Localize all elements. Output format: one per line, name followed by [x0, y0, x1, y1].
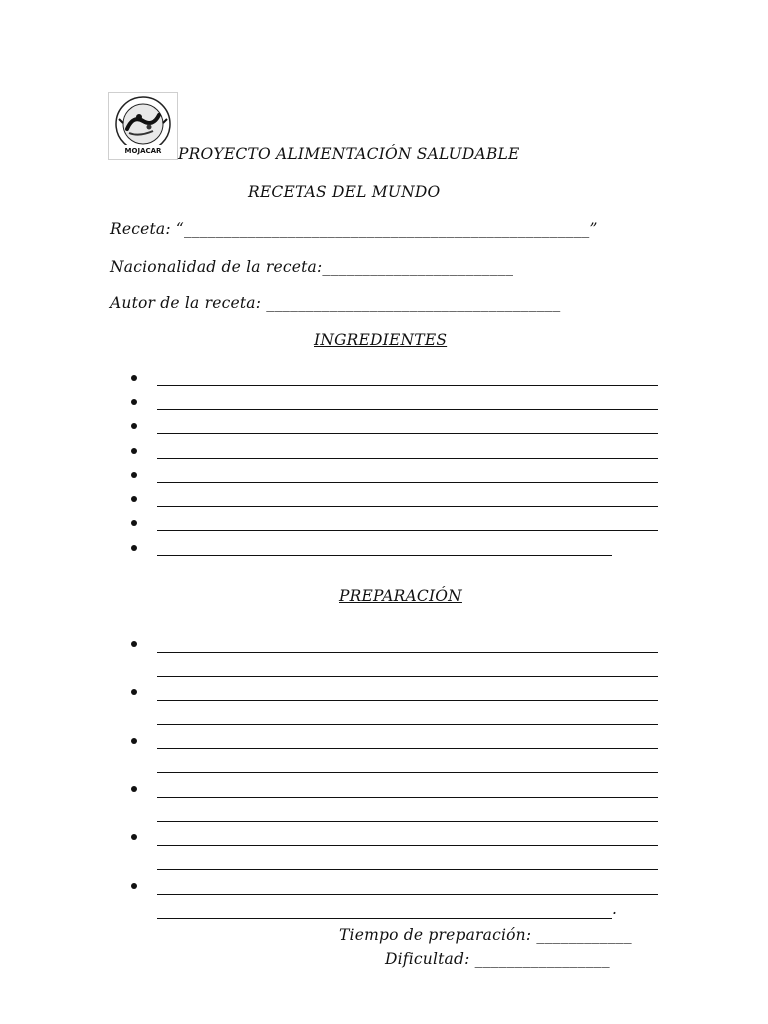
end-mark: .: [612, 900, 618, 918]
step-line[interactable]: [157, 821, 658, 822]
step-line[interactable]: [157, 772, 658, 773]
bullet-icon: [131, 786, 137, 792]
ingredient-line[interactable]: [157, 385, 658, 386]
bullet-icon: [131, 375, 137, 381]
bullet-icon: [131, 399, 137, 405]
ingredientes-heading: INGREDIENTES: [314, 331, 448, 349]
bullet-icon: [131, 641, 137, 647]
project-title: PROYECTO ALIMENTACIÓN SALUDABLE: [178, 145, 520, 163]
ingredient-line[interactable]: [157, 506, 658, 507]
ingredient-line[interactable]: [157, 530, 658, 531]
bullet-icon: [131, 496, 137, 502]
ingredient-line[interactable]: [157, 482, 658, 483]
bullet-icon: [131, 738, 137, 744]
ingredient-line[interactable]: [157, 433, 658, 434]
ingredient-line[interactable]: [157, 458, 658, 459]
receta-field[interactable]: Receta: “___________________________________________________”: [110, 220, 598, 238]
step-line[interactable]: [157, 797, 658, 798]
page-subtitle: RECETAS DEL MUNDO: [248, 183, 441, 201]
logo-text: MOJACAR: [124, 147, 162, 155]
tiempo-field[interactable]: Tiempo de preparación: ____________: [339, 926, 632, 944]
autor-field[interactable]: Autor de la receta: _____________________________________: [110, 294, 561, 312]
step-line[interactable]: [157, 676, 658, 677]
step-line[interactable]: [157, 700, 658, 701]
step-line[interactable]: [157, 845, 658, 846]
step-line[interactable]: [157, 748, 658, 749]
bullet-icon: [131, 448, 137, 454]
bullet-icon: [131, 472, 137, 478]
preparacion-heading: PREPARACIÓN: [339, 587, 462, 605]
bullet-icon: [131, 545, 137, 551]
nacionalidad-field[interactable]: Nacionalidad de la receta:________________________: [110, 258, 514, 276]
step-line[interactable]: [157, 894, 658, 895]
step-line[interactable]: [157, 652, 658, 653]
step-line[interactable]: [157, 918, 612, 919]
bullet-icon: [131, 689, 137, 695]
ingredient-line[interactable]: [157, 555, 612, 556]
bullet-icon: [131, 883, 137, 889]
bullet-icon: [131, 520, 137, 526]
mojacar-logo-icon: [109, 93, 177, 159]
dificultad-field[interactable]: Dificultad: _________________: [385, 950, 610, 968]
ingredient-line[interactable]: [157, 409, 658, 410]
step-line[interactable]: [157, 869, 658, 870]
bullet-icon: [131, 423, 137, 429]
logo-mojacar: [108, 92, 178, 160]
bullet-icon: [131, 834, 137, 840]
step-line[interactable]: [157, 724, 658, 725]
